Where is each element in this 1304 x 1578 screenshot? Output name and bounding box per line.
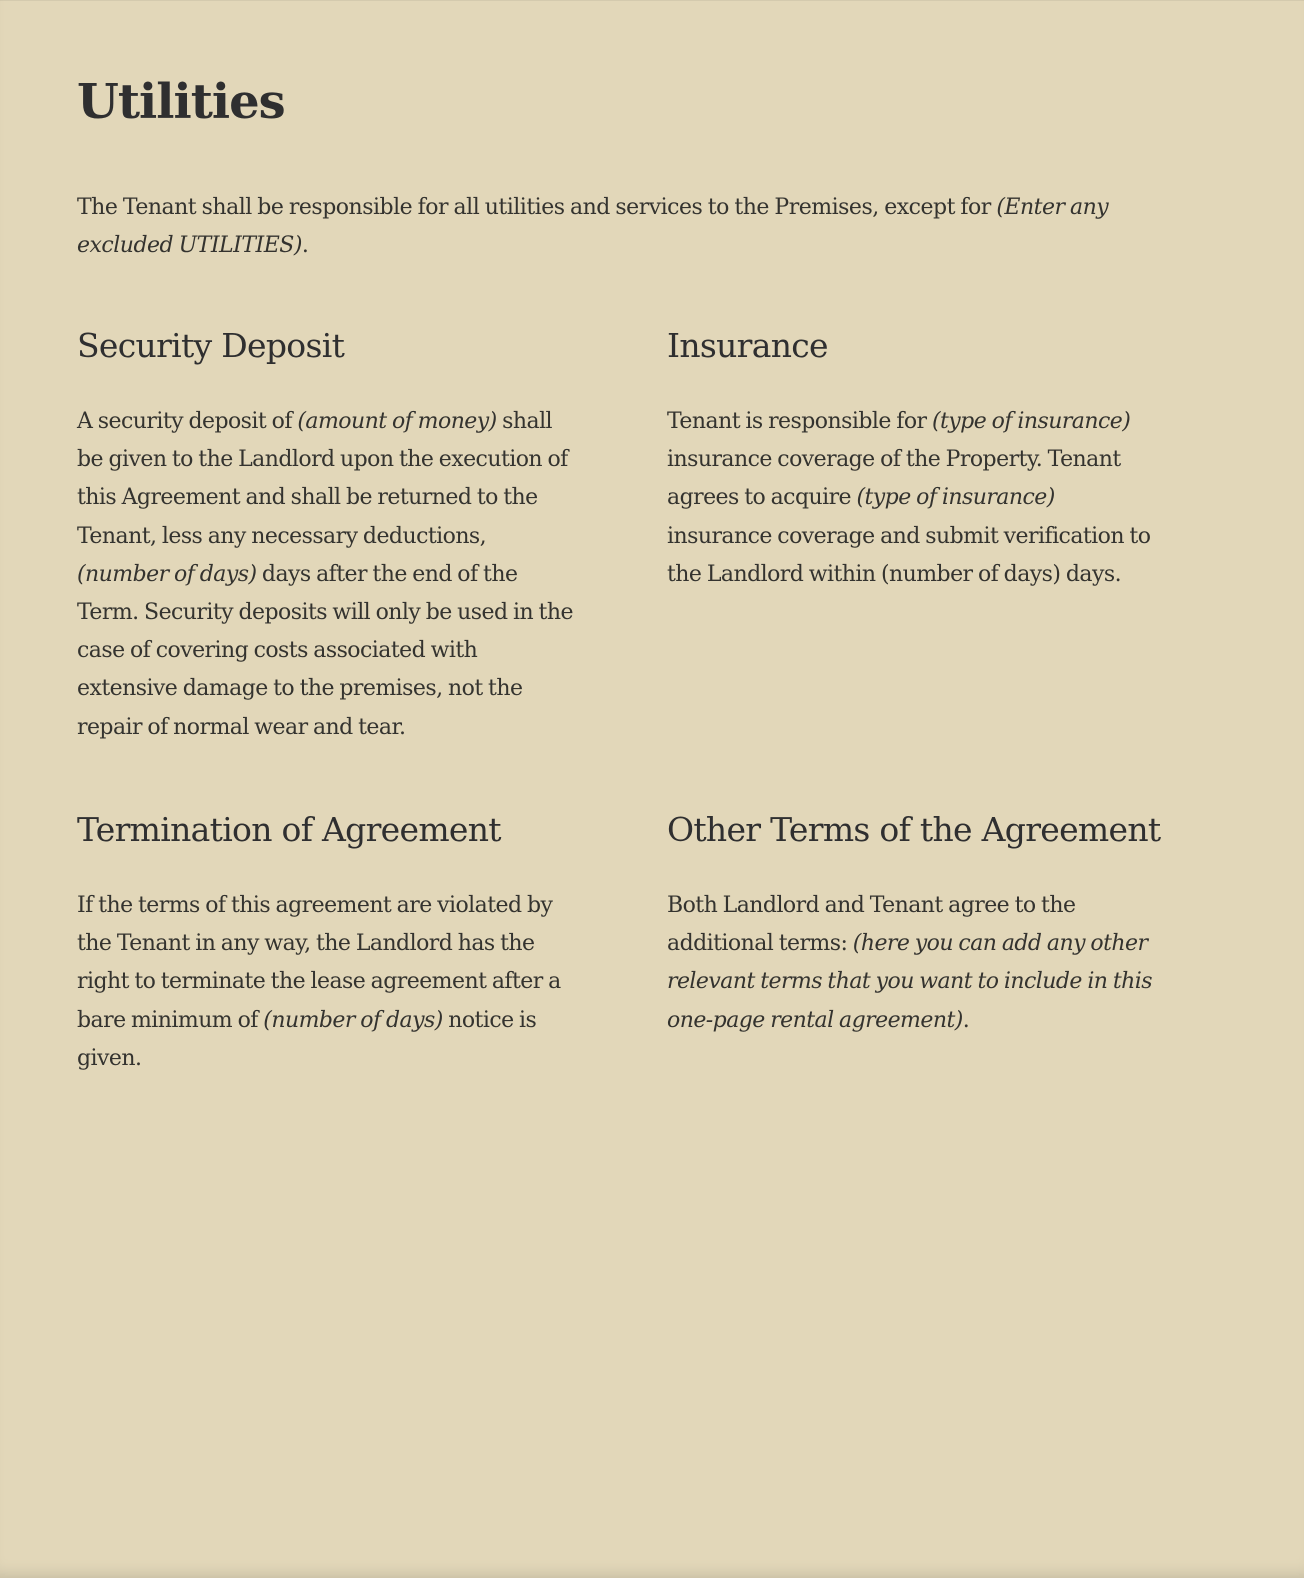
- other-terms-heading: Other Terms of the Agreement: [667, 810, 1161, 849]
- utilities-heading: Utilities: [77, 74, 285, 130]
- terms-placeholder: relevant terms that you want to include in this: [667, 969, 1152, 995]
- text-run: Tenant is responsible for: [667, 409, 932, 434]
- utilities-text: The Tenant shall be responsible for all utilities and services to the Premises, except for: [77, 195, 997, 220]
- paragraph-line: be given to the Landlord upon the execution of: [77, 447, 568, 473]
- insurance-type-placeholder: (type of insurance): [931, 409, 1131, 434]
- days-placeholder: (number of days): [77, 561, 257, 587]
- security-deposit-heading: Security Deposit: [77, 326, 345, 365]
- paragraph-line: Term. Security deposits will only be used in the: [77, 600, 573, 626]
- paragraph-line: repair of normal wear and tear.: [77, 714, 406, 740]
- text-run: A security deposit of: [77, 409, 298, 434]
- paragraph-line: insurance coverage of the Property. Tenant: [667, 447, 1121, 473]
- paragraph-line: right to terminate the lease agreement after a: [77, 969, 561, 995]
- paragraph-line: [667, 925, 1227, 963]
- days-placeholder: (number of days): [263, 1007, 443, 1033]
- termination-heading: Termination of Agreement: [77, 810, 501, 849]
- text-run: bare minimum of: [77, 1007, 264, 1033]
- insurance-section: [667, 326, 1227, 587]
- text-run: additional terms:: [667, 931, 853, 957]
- termination-section: [77, 810, 637, 1071]
- other-terms-section: [667, 810, 1227, 1033]
- paragraph-line: insurance coverage and submit verification to: [667, 523, 1151, 549]
- paragraph-line: [77, 556, 637, 594]
- paragraph-line: [667, 963, 1227, 1001]
- other-terms-paragraph: [667, 887, 1227, 1040]
- paragraph-line: If the terms of this agreement are violated by: [77, 893, 553, 918]
- utilities-paragraph: [77, 189, 1217, 265]
- utilities-placeholder-part-1: (Enter any: [996, 195, 1109, 220]
- text-run: shall: [496, 409, 553, 434]
- text-run: .: [962, 1007, 970, 1033]
- insurance-type-placeholder: (type of insurance): [856, 485, 1055, 511]
- paragraph-line: extensive damage to the premises, not the: [77, 676, 523, 702]
- security-deposit-section: [77, 326, 637, 740]
- paragraph-line: the Landlord within (number of days) days.: [667, 561, 1122, 587]
- paragraph-line: case of covering costs associated with: [77, 638, 478, 664]
- paragraph-line: the Tenant in any way, the Landlord has the: [77, 931, 535, 957]
- insurance-heading: Insurance: [667, 326, 828, 365]
- utilities-placeholder-part-2: excluded UTILITIES): [77, 233, 302, 258]
- text-run: days after the end of the: [256, 561, 518, 587]
- amount-placeholder: (amount of money): [297, 409, 497, 434]
- text-run: agrees to acquire: [667, 485, 857, 511]
- terms-placeholder: one-page rental agreement): [667, 1007, 963, 1033]
- paragraph-line: Both Landlord and Tenant agree to the: [667, 893, 1076, 918]
- paragraph-line: [77, 403, 637, 441]
- termination-paragraph: [77, 887, 637, 1078]
- paragraph-line: [667, 1002, 1227, 1040]
- paragraph-line: [77, 1002, 637, 1040]
- paragraph-line: given.: [77, 1045, 142, 1071]
- insurance-paragraph: [667, 403, 1227, 594]
- security-deposit-paragraph: [77, 403, 637, 747]
- paragraph-line: this Agreement and shall be returned to the: [77, 485, 538, 511]
- paragraph-line: [667, 403, 1227, 441]
- text-run: notice is: [442, 1007, 537, 1033]
- paragraph-line: [667, 479, 1227, 517]
- utilities-period: .: [301, 233, 309, 258]
- paragraph-line: Tenant, less any necessary deductions,: [77, 523, 487, 549]
- terms-placeholder: (here you can add any other: [852, 931, 1148, 957]
